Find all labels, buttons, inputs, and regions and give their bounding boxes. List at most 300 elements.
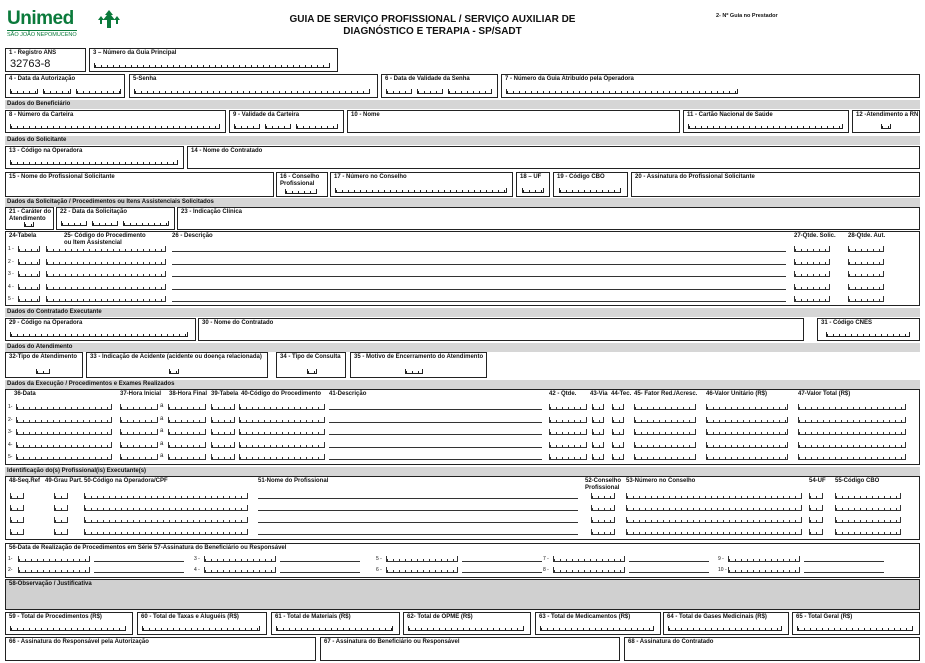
encerramento-field[interactable]: [350, 352, 487, 378]
section-profissionais: Identificação do(s) Profissional(is) Executante(s): [5, 467, 920, 476]
exec-hora-inicial-input[interactable]: [120, 429, 158, 435]
date-ticks: [265, 124, 291, 129]
validade-carteira-field[interactable]: [229, 110, 344, 133]
cbo-ticks: [559, 188, 621, 193]
qtde-solic-label: 27-Qtde. Solic.: [794, 233, 836, 239]
exec-tabela-input[interactable]: [211, 429, 235, 435]
date-ticks: [417, 89, 443, 94]
prof-conselho-input[interactable]: [591, 529, 615, 535]
indicacao-clinica-label: 23 - Indicação Clínica: [181, 209, 243, 215]
solic-qtde-aut-input[interactable]: [848, 296, 884, 302]
cns-label: 11 - Cartão Nacional de Saúde: [687, 112, 773, 118]
date-ticks: [43, 89, 71, 94]
prof-uf-input[interactable]: [809, 493, 823, 499]
prof-nome-input[interactable]: [258, 498, 578, 499]
solic-qtde-solic-input[interactable]: [794, 296, 830, 302]
exec-valor-total-input[interactable]: [798, 442, 906, 448]
solic-codigo-input[interactable]: [46, 296, 166, 302]
tipo-atendimento-ticks: [36, 369, 50, 374]
prof-uf-input[interactable]: [809, 505, 823, 511]
exec-qtde-input[interactable]: [549, 454, 587, 460]
serie-date-input[interactable]: [204, 556, 276, 562]
serie-date-input[interactable]: [728, 567, 800, 573]
cns-ticks: [688, 124, 843, 129]
prof-uf-input[interactable]: [809, 517, 823, 523]
guia-operadora-ticks: [506, 89, 738, 94]
observacao-label: 58-Observação / Justificativa: [9, 581, 92, 587]
exec-hora-separator: a: [160, 440, 164, 447]
serie-table: [5, 543, 920, 578]
profissional-solicitante-field[interactable]: [5, 172, 274, 197]
exec-row-number: 2-: [8, 416, 13, 423]
solic-qtde-solic-input[interactable]: [794, 271, 830, 277]
prof-uf-input[interactable]: [809, 529, 823, 535]
total-procedimentos-field[interactable]: [5, 612, 133, 635]
prof-numero-input[interactable]: [626, 493, 802, 499]
prof-seq-input[interactable]: [10, 517, 24, 523]
solic-codigo-input[interactable]: [46, 284, 166, 290]
prof-seq-input[interactable]: [10, 505, 24, 511]
registro-ans-label: 1 - Registro ANS: [9, 50, 57, 56]
codigo-proc-label: 25- Código do Procedimento ou Item Assistencial: [64, 233, 146, 246]
exec-codigo-operadora-label: 29 - Código na Operadora: [9, 320, 83, 326]
acidente-label: 33 - Indicação de Acidente (acidente ou doença relacionada): [90, 354, 262, 360]
total-gases-field[interactable]: [663, 612, 789, 635]
section-beneficiario: Dados do Beneficiário: [5, 100, 920, 109]
exec-via-input[interactable]: [592, 429, 604, 435]
serie-item-number: 3 -: [194, 556, 200, 562]
serie-item-number: 9 -: [718, 556, 724, 562]
via-label: 43-Via: [590, 391, 608, 397]
validade-senha-field[interactable]: [381, 74, 498, 98]
validade-senha-label: 6 - Data de Validade da Senha: [385, 76, 470, 82]
solic-row-number: 3 -: [8, 271, 14, 277]
solic-qtde-aut-input[interactable]: [848, 284, 884, 290]
unimed-tree-icon: [97, 9, 121, 29]
tipo-consulta-ticks: [307, 369, 317, 374]
date-ticks: [10, 89, 38, 94]
exec-valor-total-input[interactable]: [798, 454, 906, 460]
guia-principal-field[interactable]: [89, 48, 338, 72]
encerramento-ticks: [405, 369, 423, 374]
exec-tec-input[interactable]: [612, 454, 624, 460]
assinatura-beneficiario-field[interactable]: [320, 637, 620, 661]
serie-item-number: 7 -: [543, 556, 549, 562]
prof-numero-input[interactable]: [626, 517, 802, 523]
exec-via-input[interactable]: [592, 404, 604, 410]
serie-item-number: 8 -: [543, 567, 549, 573]
carater-ticks: [24, 222, 34, 227]
fator-label: 45- Fator Red./Acresc.: [634, 391, 698, 397]
procedimentos-solicitados-table: [5, 231, 920, 306]
data-solicitacao-label: 22 - Data da Solicitação: [60, 209, 128, 215]
date-ticks: [61, 221, 87, 226]
numero-conselho-label: 17 - Número no Conselho: [334, 174, 407, 180]
registro-ans-value: 32763-8: [10, 58, 51, 70]
exec-codigo-input[interactable]: [239, 454, 325, 460]
solic-tabela-input[interactable]: [18, 271, 40, 277]
prof-nome-input[interactable]: [258, 522, 578, 523]
prof-conselho-input[interactable]: [591, 517, 615, 523]
prof-nome-input[interactable]: [258, 510, 578, 511]
exec-valor-unitario-input[interactable]: [706, 429, 788, 435]
profissionais-table: [5, 476, 920, 540]
prof-nome-input[interactable]: [258, 534, 578, 535]
prof-numero-input[interactable]: [626, 529, 802, 535]
serie-item-number: 6 -: [376, 567, 382, 573]
exec-data-input[interactable]: [16, 429, 112, 435]
exec-fator-input[interactable]: [634, 442, 696, 448]
solic-descricao-input[interactable]: [172, 301, 786, 302]
nome-contratado-field[interactable]: [187, 146, 920, 169]
rn-field[interactable]: [852, 110, 920, 133]
exec-codigo-operadora-field[interactable]: [5, 318, 196, 341]
carteira-field[interactable]: [5, 110, 226, 133]
serie-assinatura-input[interactable]: [462, 561, 542, 562]
exec-codigo-ticks: [10, 332, 188, 337]
total-geral-label: 65 - Total Geral (R$): [796, 614, 853, 620]
exec-descricao-input[interactable]: [329, 459, 542, 460]
tabela-label: 24-Tabela: [9, 233, 37, 239]
total-opme-field[interactable]: [403, 612, 531, 635]
solic-qtde-solic-input[interactable]: [794, 259, 830, 265]
serie-date-input[interactable]: [386, 556, 458, 562]
total-taxas-label: 60 - Total de Taxas e Aluguéis (R$): [141, 614, 239, 620]
exec-tabela-input[interactable]: [211, 442, 235, 448]
total-ticks: [540, 626, 654, 631]
exec-hora-separator: a: [160, 403, 164, 409]
exec-codigo-input[interactable]: [239, 429, 325, 435]
total-ticks: [408, 626, 524, 631]
cbo-field[interactable]: [553, 172, 628, 197]
total-ticks: [668, 626, 782, 631]
valor-total-label: 47-Valor Total (R$): [798, 391, 851, 397]
serie-item-number: 2-: [8, 567, 13, 573]
carater-label: 21 - Caráter do Atendimento: [9, 209, 52, 222]
exec-valor-unitario-input[interactable]: [706, 442, 788, 448]
total-ticks: [797, 626, 913, 631]
guia-principal-ticks: [94, 63, 330, 68]
exec-tec-input[interactable]: [612, 404, 624, 410]
section-solicitante: Dados do Solicitante: [5, 136, 920, 145]
exec-valor-unitario-input[interactable]: [706, 454, 788, 460]
tipo-consulta-label: 34 - Tipo de Consulta: [280, 354, 341, 360]
solic-descricao-input[interactable]: [172, 251, 786, 252]
exec-data-input[interactable]: [16, 404, 112, 410]
page-title-line2: DIAGNÓSTICO E TERAPIA - SP/SADT: [343, 26, 522, 37]
tec-label: 44-Tec.: [611, 391, 632, 397]
hora-inicial-label: 37-Hora Inicial: [120, 391, 162, 397]
exec-row-number: 1-: [8, 404, 13, 410]
page-title: [260, 14, 605, 38]
exec-data-input[interactable]: [16, 417, 112, 423]
prof-numero-input[interactable]: [626, 505, 802, 511]
cns-field[interactable]: [683, 110, 849, 133]
numero-conselho-ticks: [335, 188, 507, 193]
senha-label: 5-Senha: [133, 76, 157, 82]
solic-row-number: 4 -: [8, 283, 14, 290]
solic-qtde-aut-input[interactable]: [848, 271, 884, 277]
exec-via-input[interactable]: [592, 454, 604, 460]
total-geral-field[interactable]: [792, 612, 920, 635]
exec-descricao-input[interactable]: [329, 409, 542, 410]
exec-tabela-input[interactable]: [211, 417, 235, 423]
exec-codigo-label: 40-Código do Procedimento: [241, 391, 322, 397]
prof-codigo-input[interactable]: [84, 517, 248, 523]
exec-tabela-label: 39-Tabela: [211, 391, 239, 397]
validade-carteira-label: 9 - Validade da Carteira: [233, 112, 300, 118]
brand-subtitle: SÃO JOÃO NEPOMUCENO: [7, 32, 77, 38]
exec-qtde-input[interactable]: [549, 442, 587, 448]
data-solicitacao-field[interactable]: [56, 207, 175, 230]
codigo-operadora-field[interactable]: [5, 146, 184, 169]
profissional-solicitante-label: 15 - Nome do Profissional Solicitante: [9, 174, 115, 180]
prof-grau-input[interactable]: [54, 493, 68, 499]
exec-qtde-input[interactable]: [549, 404, 587, 410]
solic-qtde-aut-input[interactable]: [848, 259, 884, 265]
solic-tabela-input[interactable]: [18, 296, 40, 302]
hora-final-label: 38-Hora Final: [169, 391, 208, 397]
uf-label: 18 – UF: [520, 174, 542, 180]
total-materiais-label: 61 - Total de Materiais (R$): [275, 614, 351, 620]
tipo-atendimento-label: 32-Tipo de Atendimento: [9, 354, 78, 360]
prof-codigo-input[interactable]: [84, 505, 248, 511]
prof-cbo-input[interactable]: [835, 505, 901, 511]
serie-item-number: 1-: [8, 556, 13, 562]
serie-item-number: 4 -: [194, 567, 200, 573]
exec-descricao-input[interactable]: [329, 422, 542, 423]
valor-unitario-label: 46-Valor Unitário (R$): [706, 391, 768, 397]
exec-valor-unitario-input[interactable]: [706, 404, 788, 410]
tipo-atendimento-field[interactable]: [5, 352, 83, 378]
solic-row-number: 1 -: [8, 246, 14, 252]
exec-data-input[interactable]: [16, 442, 112, 448]
carater-field[interactable]: [5, 207, 54, 230]
section-execucao: Dados da Execução / Procedimentos e Exames Realizados: [5, 380, 920, 389]
brand-name: Unimed: [7, 8, 74, 29]
prof-grau-input[interactable]: [54, 505, 68, 511]
exec-fator-input[interactable]: [634, 454, 696, 460]
total-materiais-field[interactable]: [271, 612, 400, 635]
rn-label: 12 -Atendimento a RN: [856, 112, 919, 118]
solic-row-number: 5 -: [8, 296, 14, 302]
exec-valor-total-input[interactable]: [798, 404, 906, 410]
solic-qtde-solic-input[interactable]: [794, 284, 830, 290]
exec-qtde-input[interactable]: [549, 429, 587, 435]
serie-assinatura-input[interactable]: [280, 561, 360, 562]
serie-date-input[interactable]: [728, 556, 800, 562]
unimed-logo: [5, 6, 123, 42]
uf-field[interactable]: [516, 172, 550, 197]
tipo-consulta-field[interactable]: [276, 352, 346, 378]
exec-codigo-input[interactable]: [239, 417, 325, 423]
serie-date-input[interactable]: [386, 567, 458, 573]
solic-codigo-input[interactable]: [46, 259, 166, 265]
prof-cbo-label: 55-Código CBO: [835, 478, 880, 484]
date-ticks: [92, 221, 118, 226]
assinatura-contratado-label: 68 - Assinatura do Contratado: [628, 639, 714, 645]
exec-hora-final-input[interactable]: [168, 404, 206, 410]
exec-valor-total-input[interactable]: [798, 429, 906, 435]
serie-date-input[interactable]: [553, 567, 625, 573]
exec-hora-inicial-input[interactable]: [120, 454, 158, 460]
observacao-field[interactable]: [5, 579, 920, 610]
exec-hora-inicial-input[interactable]: [120, 442, 158, 448]
exec-hora-inicial-input[interactable]: [120, 404, 158, 410]
cnes-label: 31 - Código CNES: [821, 320, 873, 326]
page-title-line1: GUIA DE SERVIÇO PROFISSIONAL / SERVIÇO AUXILIAR DE: [289, 14, 576, 25]
exec-fator-input[interactable]: [634, 404, 696, 410]
exec-valor-unitario-input[interactable]: [706, 417, 788, 423]
exec-nome-contratado-label: 30 - Nome do Contratado: [202, 320, 274, 326]
date-ticks: [448, 89, 492, 94]
serie-item-number: 5 -: [376, 556, 382, 562]
exec-row-number: 3-: [8, 429, 13, 435]
solic-descricao-input[interactable]: [172, 264, 786, 265]
nome-contratado-label: 14 - Nome do Contratado: [191, 148, 263, 154]
exec-codigo-input[interactable]: [239, 404, 325, 410]
total-gases-label: 64 - Total de Gases Medicinais (R$): [667, 614, 767, 620]
solic-descricao-input[interactable]: [172, 289, 786, 290]
solic-descricao-input[interactable]: [172, 276, 786, 277]
exec-via-input[interactable]: [592, 417, 604, 423]
prof-cbo-input[interactable]: [835, 529, 901, 535]
exec-tabela-input[interactable]: [211, 404, 235, 410]
serie-assinatura-input[interactable]: [804, 561, 884, 562]
exec-via-input[interactable]: [592, 442, 604, 448]
cnes-field[interactable]: [817, 318, 920, 341]
exec-tec-input[interactable]: [612, 417, 624, 423]
total-medicamentos-label: 63 - Total de Medicamentos (R$): [539, 614, 631, 620]
prof-seq-input[interactable]: [10, 493, 24, 499]
serie-assinatura-input[interactable]: [629, 561, 709, 562]
assinatura-autorizacao-field[interactable]: [5, 637, 316, 661]
conselho-field[interactable]: [276, 172, 328, 197]
nome-beneficiario-field[interactable]: [347, 110, 680, 133]
prof-codigo-input[interactable]: [84, 529, 248, 535]
prof-grau-input[interactable]: [54, 529, 68, 535]
date-ticks: [386, 89, 412, 94]
exec-fator-input[interactable]: [634, 429, 696, 435]
exec-qtde-input[interactable]: [549, 417, 587, 423]
exec-hora-final-input[interactable]: [168, 442, 206, 448]
guia-prestador-label: 2- Nº Guia no Prestador: [716, 13, 778, 19]
indicacao-clinica-field[interactable]: [177, 207, 920, 230]
solic-tabela-input[interactable]: [18, 246, 40, 252]
codigo-operadora-label: 13 - Código na Operadora: [9, 148, 83, 154]
exec-data-input[interactable]: [16, 454, 112, 460]
prof-conselho-input[interactable]: [591, 493, 615, 499]
assinatura-solicitante-field[interactable]: [631, 172, 920, 197]
prof-conselho-input[interactable]: [591, 505, 615, 511]
total-medicamentos-field[interactable]: [535, 612, 661, 635]
serie-date-input[interactable]: [204, 567, 276, 573]
exec-hora-separator: a: [160, 453, 164, 459]
exec-valor-total-input[interactable]: [798, 417, 906, 423]
prof-numero-label: 53-Número no Conselho: [626, 478, 696, 484]
serie-date-input[interactable]: [18, 567, 90, 573]
assinatura-beneficiario-label: 67 - Assinatura do Beneficiário ou Responsável: [324, 639, 460, 645]
exec-fator-input[interactable]: [634, 417, 696, 423]
solic-qtde-solic-input[interactable]: [794, 246, 830, 252]
total-ticks: [10, 626, 126, 631]
serie-assinatura-input[interactable]: [94, 572, 184, 573]
acidente-ticks: [169, 369, 179, 374]
senha-field[interactable]: [129, 74, 378, 98]
execucao-table: [5, 389, 920, 465]
acidente-field[interactable]: [86, 352, 268, 378]
solic-tabela-input[interactable]: [18, 259, 40, 265]
descricao-label: 26 - Descrição: [172, 233, 213, 239]
codigo-operadora-ticks: [10, 160, 178, 165]
assinatura-autorizacao-label: 66 - Assinatura do Responsável pela Autorização: [9, 639, 149, 645]
qtde-aut-label: 28-Qtde. Aut.: [848, 233, 886, 239]
carteira-label: 8 - Número da Carteira: [9, 112, 74, 118]
serie-assinatura-input[interactable]: [462, 572, 542, 573]
serie-date-input[interactable]: [18, 556, 90, 562]
rn-ticks: [881, 124, 891, 129]
serie-label: 56-Data de Realização de Procedimentos em Série 57-Assinatura do Beneficiário ou Responsável: [9, 545, 287, 551]
prof-cbo-input[interactable]: [835, 493, 901, 499]
prof-codigo-input[interactable]: [84, 493, 248, 499]
serie-assinatura-input[interactable]: [280, 572, 360, 573]
prof-seq-input[interactable]: [10, 529, 24, 535]
section-solicitacao: Dados da Solicitação / Procedimentos ou Itens Assistenciais Solicitados: [5, 198, 920, 207]
exec-tec-input[interactable]: [612, 442, 624, 448]
assinatura-contratado-field[interactable]: [624, 637, 920, 661]
conselho-label: 16 - Conselho Profissional: [280, 174, 320, 187]
encerramento-label: 35 - Motivo de Encerramento do Atendimento: [354, 354, 484, 360]
exec-hora-final-input[interactable]: [168, 454, 206, 460]
exec-descricao-input[interactable]: [329, 434, 542, 435]
serie-assinatura-input[interactable]: [804, 572, 884, 573]
exec-codigo-input[interactable]: [239, 442, 325, 448]
exec-hora-final-input[interactable]: [168, 417, 206, 423]
serie-date-input[interactable]: [553, 556, 625, 562]
section-executante: Dados do Contratado Executante: [5, 308, 920, 317]
registro-ans-field[interactable]: [5, 48, 86, 72]
total-taxas-field[interactable]: [137, 612, 267, 635]
guia-operadora-label: 7 - Número da Guia Atribuído pela Operadora: [505, 76, 634, 82]
conselho-ticks: [285, 189, 317, 194]
grau-part-label: 49-Grau Part.: [45, 478, 83, 484]
prof-grau-input[interactable]: [54, 517, 68, 523]
solic-codigo-input[interactable]: [46, 271, 166, 277]
exec-descricao-input[interactable]: [329, 447, 542, 448]
prof-conselho-label: 52-Conselho Profissional: [585, 478, 622, 491]
exec-hora-separator: a: [160, 415, 164, 422]
serie-assinatura-input[interactable]: [94, 561, 184, 562]
exec-hora-inicial-input[interactable]: [120, 417, 158, 423]
exec-tabela-input[interactable]: [211, 454, 235, 460]
solic-codigo-input[interactable]: [46, 246, 166, 252]
exec-hora-final-input[interactable]: [168, 429, 206, 435]
solic-qtde-aut-input[interactable]: [848, 246, 884, 252]
exec-tec-input[interactable]: [612, 429, 624, 435]
serie-assinatura-input[interactable]: [629, 572, 709, 573]
total-ticks: [276, 626, 393, 631]
uf-ticks: [522, 188, 544, 193]
prof-cbo-input[interactable]: [835, 517, 901, 523]
guia-operadora-field[interactable]: [501, 74, 920, 98]
serie-item-number: 10 -: [718, 567, 727, 573]
exec-row-number: 5-: [8, 454, 13, 460]
solic-tabela-input[interactable]: [18, 284, 40, 290]
numero-conselho-field[interactable]: [330, 172, 513, 197]
data-autorizacao-field[interactable]: [5, 74, 125, 98]
total-opme-label: 62- Total de OPME (R$): [407, 614, 473, 620]
exec-nome-contratado-field[interactable]: [198, 318, 804, 341]
